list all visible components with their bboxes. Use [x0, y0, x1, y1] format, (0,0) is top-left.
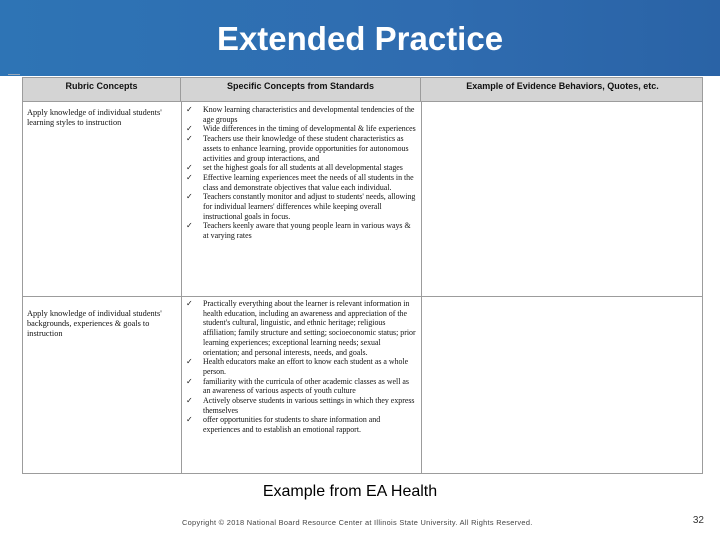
- list-item: [185, 124, 417, 134]
- check-icon: ✓: [186, 192, 193, 202]
- column-divider: [181, 102, 182, 473]
- list-item: [185, 221, 417, 240]
- column-divider: [421, 102, 422, 473]
- check-icon: ✓: [186, 163, 193, 173]
- list-item: [185, 192, 417, 221]
- list-item: [185, 396, 417, 415]
- slide-title: Extended Practice: [216, 20, 504, 57]
- header-specific-concepts: Specific Concepts from Standards: [181, 78, 421, 102]
- check-icon: ✓: [186, 105, 193, 114]
- concept-text: Health educators make an effort to know each student as a whole person.: [203, 357, 409, 376]
- concept-text: set the highest goals for all students at all developmental stages: [203, 163, 403, 173]
- concept-text: Teachers constantly monitor and adjust to students' needs, allowing for individual learners' differences while keeping overall instructional goals in focus.: [203, 192, 416, 221]
- check-icon: ✓: [186, 299, 193, 308]
- header-evidence: Example of Evidence Behaviors, Quotes, etc.: [421, 78, 703, 102]
- check-icon: ✓: [186, 396, 193, 406]
- concept-text: offer opportunities for students to share information and experiences and to establish an emotional rapport.: [203, 415, 381, 435]
- slide-caption: Example from EA Health: [262, 483, 438, 500]
- concept-text: Teachers use their knowledge of these student characteristics as assets to enhance learning, provide opportunities for autonomous activities and group interactions, and: [203, 134, 409, 163]
- check-icon: ✓: [186, 415, 193, 425]
- list-item: [185, 377, 417, 396]
- concept-text: Wide differences in the timing of developmental & life experiences: [203, 124, 416, 134]
- list-item: [185, 415, 417, 434]
- list-item: [185, 299, 417, 357]
- concept-text: Effective learning experiences meet the needs of all students in the class and demonstrate objectives that value each individual.: [203, 172, 414, 192]
- check-icon: ✓: [186, 124, 193, 134]
- list-item: [185, 173, 417, 192]
- list-item: [185, 105, 417, 124]
- rubric-concept-1: Apply knowledge of individual students' learning styles to instruction: [27, 108, 162, 127]
- list-item: [185, 134, 417, 163]
- check-icon: ✓: [186, 357, 193, 367]
- concept-list-1: [185, 105, 417, 241]
- rubric-concept-2: Apply knowledge of individual students' backgrounds, experiences & goals to instruction: [27, 309, 162, 338]
- list-item: [185, 357, 417, 376]
- concept-text: familiarity with the curricula of other academic classes as well as an awareness of various aspects of youth culture: [203, 376, 409, 396]
- list-item: [185, 163, 417, 173]
- check-icon: ✓: [186, 221, 193, 231]
- concept-text: Practically everything about the learner is relevant information in health education, including an awareness and appreciation of the student's cultural, linguistic, and ethnic heritage; religious affiliation; family structure and setting; socioeconomic status; prior learning experiences; exceptional learning needs; sexual orientation; and personal interests, needs, and goals.: [203, 299, 416, 357]
- header-rubric-concepts: Rubric Concepts: [23, 78, 181, 102]
- check-icon: ✓: [186, 172, 193, 182]
- copyright-notice: Copyright © 2018 National Board Resource Center at Illinois State University. All Rights Reserved.: [182, 518, 533, 527]
- divider: [8, 74, 20, 75]
- concept-text: Know learning characteristics and developmental tendencies of the age groups: [203, 105, 415, 124]
- check-icon: ✓: [186, 376, 193, 386]
- page-number: 32: [692, 515, 704, 526]
- check-icon: ✓: [186, 134, 193, 144]
- row-divider: [23, 296, 703, 297]
- concept-text: Teachers keenly aware that young people learn in various ways & at varying rates: [203, 221, 411, 241]
- rubric-table: [22, 77, 703, 474]
- concept-text: Actively observe students in various settings in which they express themselves: [203, 396, 415, 415]
- concept-list-2: [185, 299, 417, 435]
